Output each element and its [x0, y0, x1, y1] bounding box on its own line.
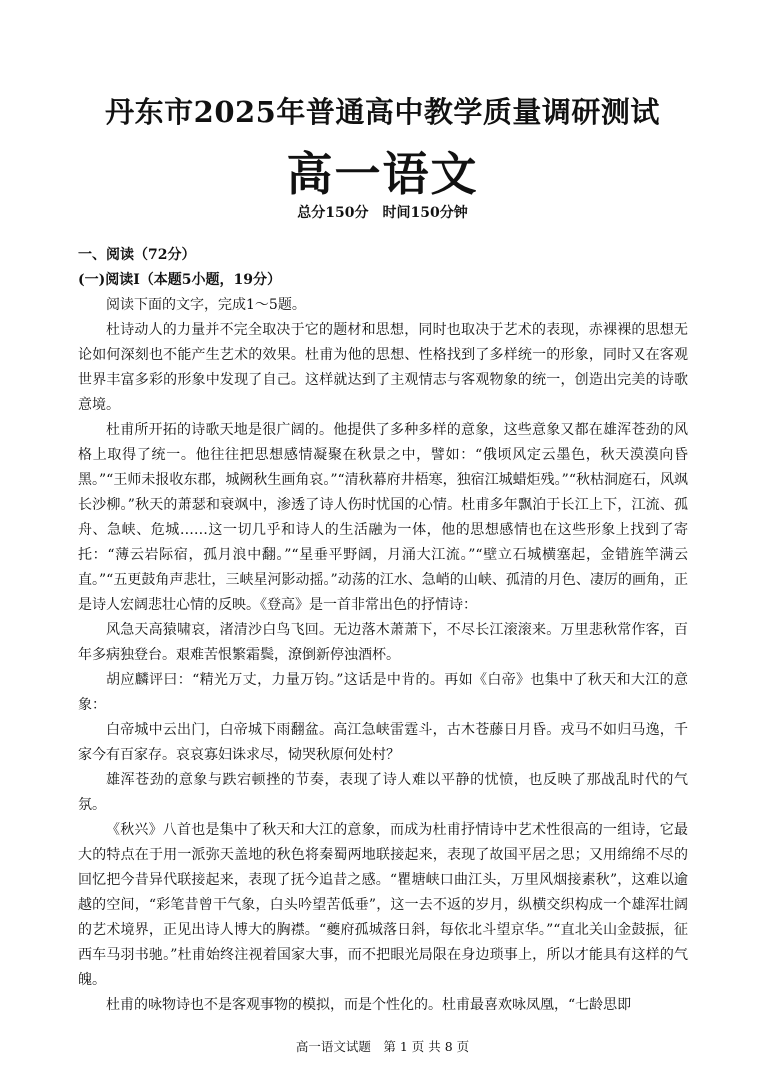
instruction: 阅读下面的文字，完成1～5题。	[106, 297, 306, 313]
poem-quote: 白帝城中云出门，白帝城下雨翻盆。高江急峡雷霆斗，古木苍藤日月昏。戎马不如归马逸，千家今有百家存。哀哀寡妇诛求尽，恸哭秋原何处村？	[78, 722, 688, 763]
paragraph: 胡应麟评曰：“精光万丈，力量万钧。”这话是中肯的。再如《白帝》也集中了秋天和大江的意象：	[78, 672, 688, 713]
paragraph: 《秋兴》八首也是集中了秋天和大江的意象，而成为杜甫抒情诗中艺术性很高的一组诗，它最大的特点在于用一派弥天盖地的秋色将秦蜀两地联接起来，表现了故国平居之思；又用绵绵不尽的回忆把今昔异代联接起来，表现了抚今追昔之感。“瞿塘峡口曲江头，万里风烟接素秋”，这难以逾越的空间，“彩笔昔曾干气象，白头吟望苦低垂”，这一去不返的岁月，纵横交织构成一个雄浑壮阔的艺术境界，正见出诗人博大的胸襟。“夔府孤城落日斜，每依北斗望京华。”“直北关山金鼓振，征西车马羽书驰。”杜甫始终注视着国家大事，而不把眼光局限在身边琐事上，所以才能具有这样的气魄。	[78, 822, 688, 988]
paragraph: 雄浑苍劲的意象与跌宕顿挫的节奏，表现了诗人难以平静的忧愤，也反映了那战乱时代的气氛。	[78, 772, 688, 813]
section-heading: 一、阅读（72分）	[78, 247, 196, 263]
poem-quote: 风急天高猿啸哀，渚清沙白鸟飞回。无边落木萧萧下，不尽长江滚滚来。万里悲秋常作客，百年多病独登台。艰难苦恨繁霜鬓，潦倒新停浊酒杯。	[78, 622, 688, 663]
reading-passage	[78, 243, 688, 1018]
page-footer: 高一语文试题 第 1 页 共 8 页	[295, 1039, 470, 1054]
paragraph: 杜甫所开拓的诗歌天地是很广阔的。他提供了多种多样的意象，这些意象又都在雄浑苍劲的风格上取得了统一。他往往把思想感情凝聚在秋景之中，譬如：“俄顷风定云墨色，秋天漠漠向昏黑。”“王师未报收东郡，城阙秋生画角哀。”“清秋幕府井梧寒，独宿江城蜡炬残。”“秋枯洞庭石，风飒长沙柳。”秋天的萧瑟和衰飒中，渗透了诗人伤时忧国的心情。杜甫多年飘泊于长江上下，江流、孤舟、急峡、危城……这一切几乎和诗人的生活融为一体，他的思想感情也在这些形象上找到了寄托：“薄云岩际宿，孤月浪中翻。”“星垂平野阔，月涌大江流。”“壁立石城横塞起，金错旌竿满云直。”“五更鼓角声悲壮，三峡星河影动摇。”动荡的江水、急峭的山峡、孤清的月色、凄厉的画角，正是诗人宏阔悲壮心情的反映。《登高》是一首非常出色的抒情诗：	[78, 422, 688, 613]
paragraph: 杜甫的咏物诗也不是客观事物的模拟，而是个性化的。杜甫最喜欢咏凤凰，“七龄思即	[106, 997, 632, 1013]
paragraph: 杜诗动人的力量并不完全取决于它的题材和思想，同时也取决于艺术的表现，赤裸裸的思想无论如何深刻也不能产生艺术的效果。杜甫为他的思想、性格找到了多样统一的形象，同时又在客观世界丰富多彩的形象中发现了自己。这样就达到了主观情志与客观物象的统一，创造出完美的诗歌意境。	[78, 322, 688, 413]
subsection-heading: (一)阅读Ⅰ（本题5小题，19分）	[78, 272, 282, 288]
score-time-info: 总分150分 时间150分钟	[297, 205, 468, 221]
exam-title: 丹东市2025年普通高中教学质量调研测试	[105, 95, 660, 129]
subject-title: 高一语文	[286, 147, 479, 201]
